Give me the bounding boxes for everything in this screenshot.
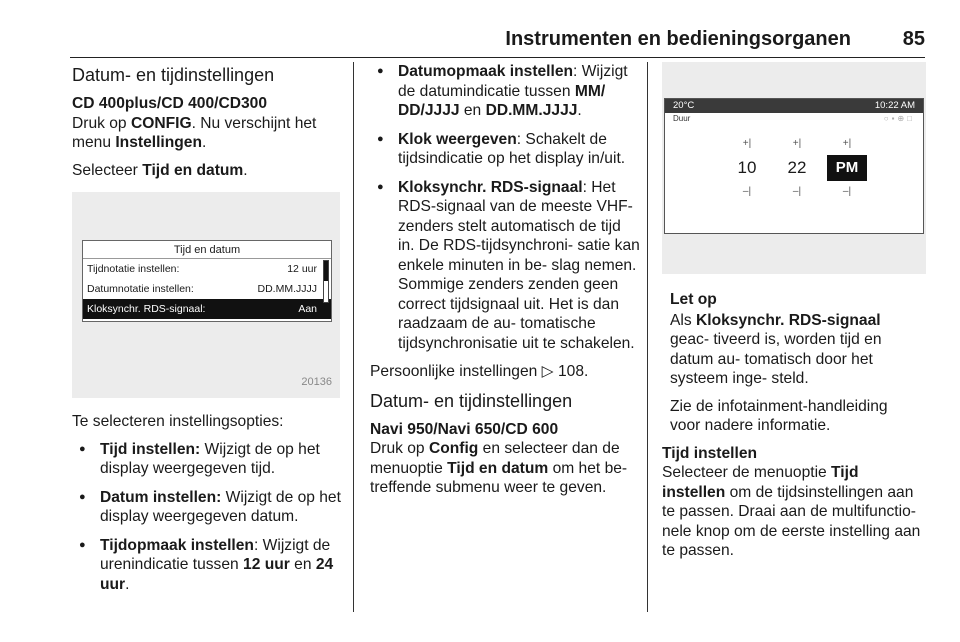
paragraph: Persoonlijke instellingen ▷ 108. bbox=[370, 363, 589, 380]
paragraph: Druk op Config en selecteer dan de menuoptie Tijd en datum om het be- treffende submenu weer te geven. bbox=[370, 440, 628, 496]
list-item: ● Datumopmaak instellen: Wijzigt de datumindicatie tussen MM/ DD/JJJJ en DD.MM.JJJJ. bbox=[370, 62, 640, 121]
column-3 bbox=[662, 62, 926, 569]
section-heading: Datum- en tijdinstellingen bbox=[370, 390, 573, 411]
minute-value: 22 bbox=[787, 158, 807, 177]
hour-value: 10 bbox=[737, 158, 757, 177]
menu-row: Tijdnotatie instellen: 12 uur bbox=[87, 263, 317, 275]
sub-bar: Duur ○▪⊕□ bbox=[673, 114, 915, 123]
paragraph: Druk op CONFIG. Nu verschijnt het menu Instellingen. bbox=[72, 114, 317, 151]
menu-row-selected: Kloksynchr. RDS-signaal: Aan bbox=[83, 299, 331, 319]
minus-icon: –| bbox=[742, 186, 752, 197]
note-box bbox=[662, 290, 926, 436]
header-divider bbox=[70, 57, 925, 58]
list-item: ● Tijdopmaak instellen: Wijzigt de urenindicatie tussen 12 uur en 24 uur. bbox=[72, 536, 344, 595]
section-heading: Datum- en tijdinstellingen bbox=[72, 65, 275, 85]
minus-icon: –| bbox=[792, 186, 802, 197]
paragraph: Te selecteren instellingsopties: bbox=[72, 413, 284, 430]
option-list bbox=[370, 62, 640, 353]
screen-title: Tijd en datum bbox=[83, 241, 331, 259]
paragraph: Zie de infotainment-handleiding voor nadere informatie. bbox=[670, 397, 888, 434]
plus-icon: +| bbox=[842, 138, 852, 149]
page-header bbox=[70, 28, 925, 56]
status-bar bbox=[665, 99, 923, 113]
paragraph: Selecteer de menuoptie Tijd instellen om de tijdsinstellingen aan te passen. Draai aan de multifunctio- nele knop om de eerste instelling aan te passen. bbox=[662, 464, 921, 559]
list-item: ● Kloksynchr. RDS-signaal: Het RDS-signaal van de meeste VHF-zenders stelt automatisch de tijd in. De RDS-tijdsynchroni- satie kan enkele minuten in be- slag nemen. Sommige zenders zenden geen correct tijdsignaal uit. Het is dan raadzaam de au- tomatische tijdsynchronisatie uit te schakelen. bbox=[370, 178, 640, 354]
column-divider bbox=[647, 62, 648, 612]
clock-time: 10:22 AM bbox=[874, 100, 915, 111]
page-reference-link[interactable]: 108. bbox=[557, 363, 589, 380]
figure-number: 20136 bbox=[301, 375, 332, 388]
scrollbar bbox=[323, 260, 329, 303]
temperature: 20°C bbox=[673, 100, 695, 111]
display-screen bbox=[82, 240, 332, 322]
ampm-value: PM bbox=[827, 155, 867, 181]
paragraph: Selecteer Tijd en datum. bbox=[72, 161, 248, 179]
settings-screen-figure bbox=[72, 192, 340, 398]
plus-icon: +| bbox=[742, 138, 752, 149]
minus-icon: –| bbox=[842, 186, 852, 197]
section-subheading: Navi 950/Navi 650/CD 600 bbox=[370, 420, 559, 438]
column-2 bbox=[370, 62, 640, 506]
list-item: ● Datum instellen: Wijzigt de op het display weergegeven datum. bbox=[72, 488, 344, 527]
menu-row: Datumnotatie instellen: DD.MM.JJJJ bbox=[87, 283, 317, 295]
status-icons: ○▪⊕□ bbox=[883, 114, 915, 123]
list-item: ● Tijd instellen: Wijzigt de op het display weergegeven tijd. bbox=[72, 440, 344, 479]
option-list bbox=[72, 440, 344, 595]
section-subheading: Tijd instellen bbox=[662, 444, 758, 462]
paragraph: Als Kloksynchr. RDS-signaal geac- tiveerd is, worden tijd en datum au- tomatisch door het systeem inge- steld. bbox=[670, 311, 882, 387]
column-1 bbox=[72, 62, 344, 603]
clock-screen-figure bbox=[662, 62, 926, 274]
column-divider bbox=[353, 62, 354, 612]
page-number: 85 bbox=[902, 28, 925, 50]
plus-icon: +| bbox=[792, 138, 802, 149]
list-item: ● Klok weergeven: Schakelt de tijdsindicatie op het display in/uit. bbox=[370, 130, 640, 169]
time-setter bbox=[727, 133, 867, 203]
section-subheading: CD 400plus/CD 400/CD300 bbox=[72, 95, 268, 112]
display-screen bbox=[664, 98, 924, 234]
page-ref-arrow-icon: ▷ bbox=[541, 363, 558, 380]
chapter-title: Instrumenten en bedieningsorganen bbox=[505, 28, 851, 50]
note-title: Let op bbox=[670, 291, 717, 308]
